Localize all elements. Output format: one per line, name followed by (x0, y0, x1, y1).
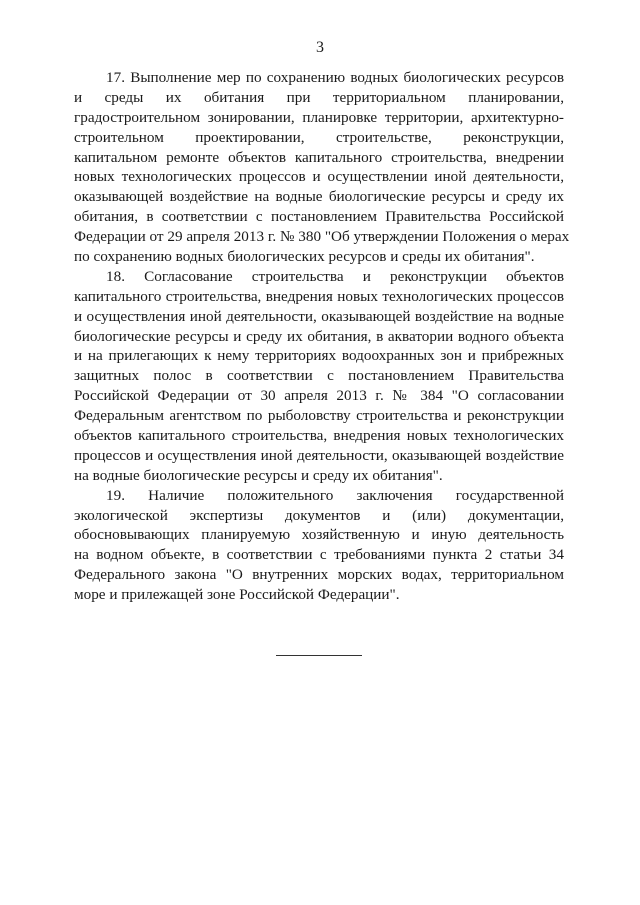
page-number: 3 (316, 39, 324, 56)
paragraph-19 (74, 486, 564, 605)
text-line: объектов капитального строительства, внедрения новых технологических (74, 427, 564, 445)
text-line: Федерального закона "О внутренних морских водах, территориальном (74, 566, 564, 584)
text-line: 18. Согласование строительства и реконструкции объектов (106, 267, 564, 285)
text-line: Федеральным агентством по рыболовству строительства и реконструкции (74, 407, 564, 425)
text-line: защитных полос в соответствии с постановлением Правительства (74, 367, 564, 385)
text-line: 17. Выполнение мер по сохранению водных биологических ресурсов (106, 69, 564, 86)
end-divider (276, 655, 362, 656)
document-body (74, 68, 570, 605)
text-line: биологические ресурсы и среду их обитания, в акватории водного объекта (74, 327, 564, 345)
paragraph-18 (74, 267, 564, 486)
text-line: капитального строительства, внедрения новых технологических процессов (74, 287, 564, 305)
text-line: Федерации от 29 апреля 2013 г. № 380 "Об утверждении Положения о мерах (74, 228, 570, 246)
text-line: 19. Наличие положительного заключения государственной (106, 486, 564, 504)
text-line: капитальном ремонте объектов капитального строительства, внедрении (74, 148, 564, 166)
text-line: новых технологических процессов и осуществлении иной деятельности, (74, 168, 564, 186)
text-line: по сохранению водных биологических ресурсов и среды их обитания". (74, 248, 535, 266)
text-line: и среды их обитания при территориальном планировании, (74, 88, 564, 106)
text-line: градостроительном зонировании, планировке территории, архитектурно- (74, 108, 564, 126)
text-line: процессов и осуществления иной деятельности, оказывающей воздействие (74, 446, 564, 464)
text-line: на водном объекте, в соответствии с требованиями пункта 2 статьи 34 (74, 546, 564, 564)
text-line: на водные биологические ресурсы и среду их обитания". (74, 466, 443, 484)
paragraph-17 (74, 68, 570, 267)
text-line: обосновывающих планируемую хозяйственную и иную деятельность (74, 526, 564, 544)
text-line: строительном проектировании, строительстве, реконструкции, (74, 128, 564, 146)
text-line: море и прилежащей зоне Российской Федерации". (74, 586, 400, 604)
text-line: обитания, в соответствии с постановлением Правительства Российской (74, 208, 564, 226)
text-line: Российской Федерации от 30 апреля 2013 г. № 384 "О согласовании (74, 387, 564, 405)
text-line: экологической экспертизы документов и (или) документации, (74, 506, 564, 524)
text-line: и осуществления иной деятельности, оказывающей воздействие на водные (74, 307, 564, 325)
text-line: оказывающей воздействие на водные биологические ресурсы и среду их (74, 188, 564, 206)
text-line: и на прилегающих к нему территориях водоохранных зон и прибрежных (74, 347, 564, 365)
